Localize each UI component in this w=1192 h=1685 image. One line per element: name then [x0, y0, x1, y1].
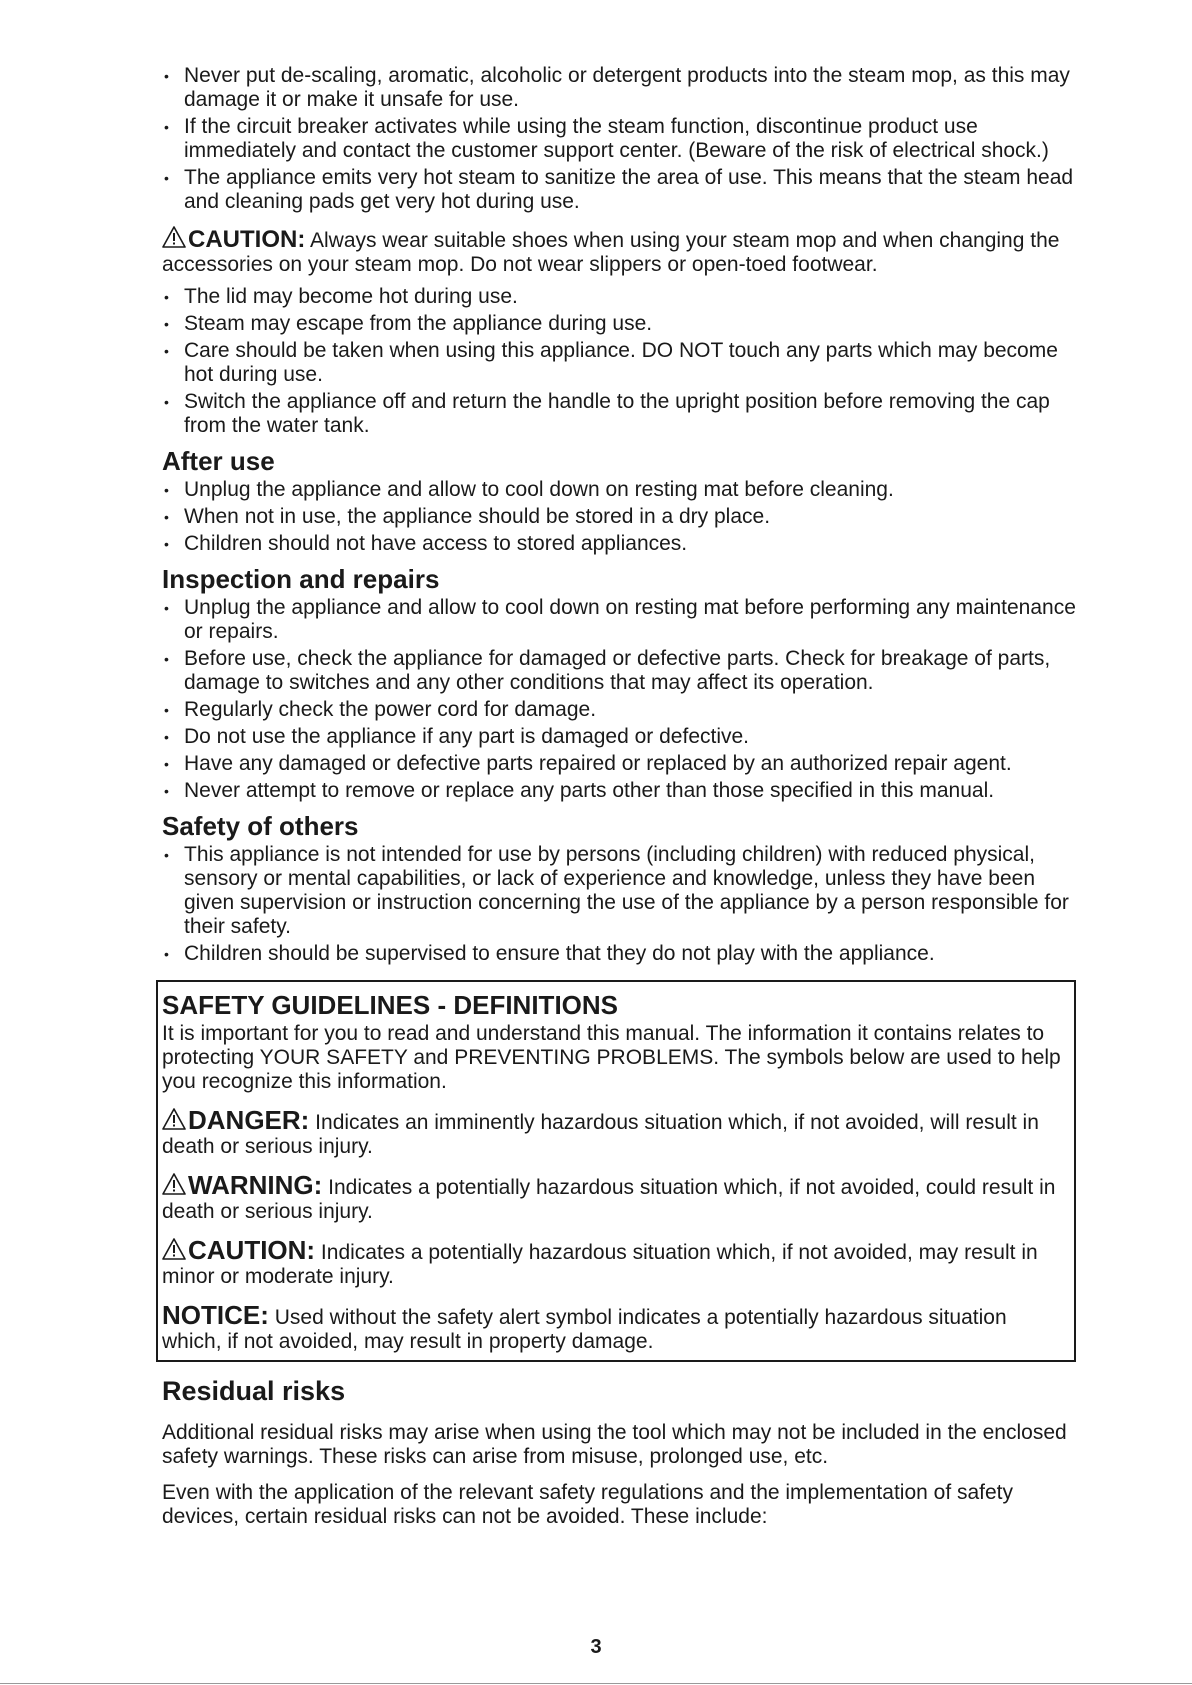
residual-paragraph-1: Additional residual risks may arise when using the tool which may not be included in the enclosed safety warnings. These risks can arise from misuse, prolonged use, etc. [162, 1421, 1067, 1468]
manual-page [162, 64, 1082, 1541]
list-item: • Have any damaged or defective parts repaired or replaced by an authorized repair agent. [162, 752, 1082, 776]
list-item: • Children should be supervised to ensure that they do not play with the appliance. [162, 942, 1082, 966]
list-item: • Steam may escape from the appliance during use. [162, 312, 1082, 336]
danger-text: Indicates an imminently hazardous situation which, if not avoided, will result in death or serious injury. [162, 1111, 1039, 1158]
danger-definition [162, 1105, 1070, 1159]
after-use-list [162, 478, 1082, 556]
page-bottom-rule [0, 1683, 1192, 1684]
residual-paragraph-2: Even with the application of the relevant safety regulations and the implementation of safety devices, certain residual risks can not be avoided. These include: [162, 1481, 1014, 1528]
caution-def-text: Indicates a potentially hazardous situation which, if not avoided, may result in minor or moderate injury. [162, 1241, 1038, 1288]
warning-triangle-icon [162, 1108, 186, 1130]
list-item: • Regularly check the power cord for damage. [162, 698, 1082, 722]
safety-of-others-list [162, 843, 1082, 966]
warning-triangle-icon [162, 226, 186, 248]
caution-paragraph [162, 226, 1082, 277]
list-item: • Switch the appliance off and return the handle to the upright position before removing the cap from the water tank. [162, 390, 1082, 438]
section-heading-inspection: Inspection and repairs [162, 564, 440, 594]
list-item: • When not in use, the appliance should be stored in a dry place. [162, 505, 1082, 529]
warning-text: Indicates a potentially hazardous situation which, if not avoided, could result in death or serious injury. [162, 1176, 1056, 1223]
notice-definition [162, 1300, 1070, 1354]
caution-text: Always wear suitable shoes when using your steam mop and when changing the accessories on your steam mop. Do not wear slippers or open-toed footwear. [162, 229, 1060, 276]
safety-definitions-box [156, 980, 1076, 1362]
list-item: • Unplug the appliance and allow to cool down on resting mat before performing any maintenance or repairs. [162, 596, 1082, 644]
caution-label: CAUTION: [188, 226, 306, 253]
definitions-title: SAFETY GUIDELINES - DEFINITIONS [162, 990, 619, 1020]
definitions-intro: It is important for you to read and understand this manual. The information it contains relates to protecting YOUR SAFETY and PREVENTING PROBLEMS. The symbols below are used to help you recognize this information. [162, 1022, 1061, 1093]
section-heading-after-use: After use [162, 446, 275, 476]
warning-definition [162, 1170, 1070, 1224]
list-item: • If the circuit breaker activates while using the steam function, discontinue product use immediately and contact the customer support center. (Beware of the risk of electrical shock.) [162, 115, 1082, 163]
list-item: • Children should not have access to stored appliances. [162, 532, 1082, 556]
caution-bullet-list [162, 285, 1082, 438]
residual-risks-section [162, 1376, 1082, 1529]
list-item: • Before use, check the appliance for damaged or defective parts. Check for breakage of parts, damage to switches and any other conditions that may affect its operation. [162, 647, 1082, 695]
inspection-list [162, 596, 1082, 803]
warning-label: WARNING: [188, 1170, 323, 1200]
list-item: • Never attempt to remove or replace any parts other than those specified in this manual. [162, 779, 1082, 803]
list-item: • Never put de-scaling, aromatic, alcoholic or detergent products into the steam mop, as this may damage it or make it unsafe for use. [162, 64, 1082, 112]
list-item: • This appliance is not intended for use by persons (including children) with reduced physical, sensory or mental capabilities, or lack of experience and knowledge, unless they have been given supervision or instruction concerning the use of the appliance by a person responsible for their safety. [162, 843, 1082, 939]
list-item: • Unplug the appliance and allow to cool down on resting mat before cleaning. [162, 478, 1082, 502]
notice-label: NOTICE: [162, 1300, 269, 1330]
residual-risks-heading: Residual risks [162, 1376, 346, 1406]
list-item: • The lid may become hot during use. [162, 285, 1082, 309]
top-bullet-list [162, 64, 1082, 214]
caution-def-label: CAUTION: [188, 1235, 316, 1265]
section-heading-safety-of-others: Safety of others [162, 811, 359, 841]
warning-triangle-icon [162, 1238, 186, 1260]
page-number: 3 [590, 1636, 602, 1658]
warning-triangle-icon [162, 1173, 186, 1195]
danger-label: DANGER: [188, 1105, 310, 1135]
list-item: • Care should be taken when using this appliance. DO NOT touch any parts which may become hot during use. [162, 339, 1082, 387]
notice-text: Used without the safety alert symbol indicates a potentially hazardous situation which, if not avoided, may result in property damage. [162, 1306, 1007, 1353]
list-item: • Do not use the appliance if any part is damaged or defective. [162, 725, 1082, 749]
caution-definition [162, 1235, 1070, 1289]
list-item: • The appliance emits very hot steam to sanitize the area of use. This means that the steam head and cleaning pads get very hot during use. [162, 166, 1082, 214]
